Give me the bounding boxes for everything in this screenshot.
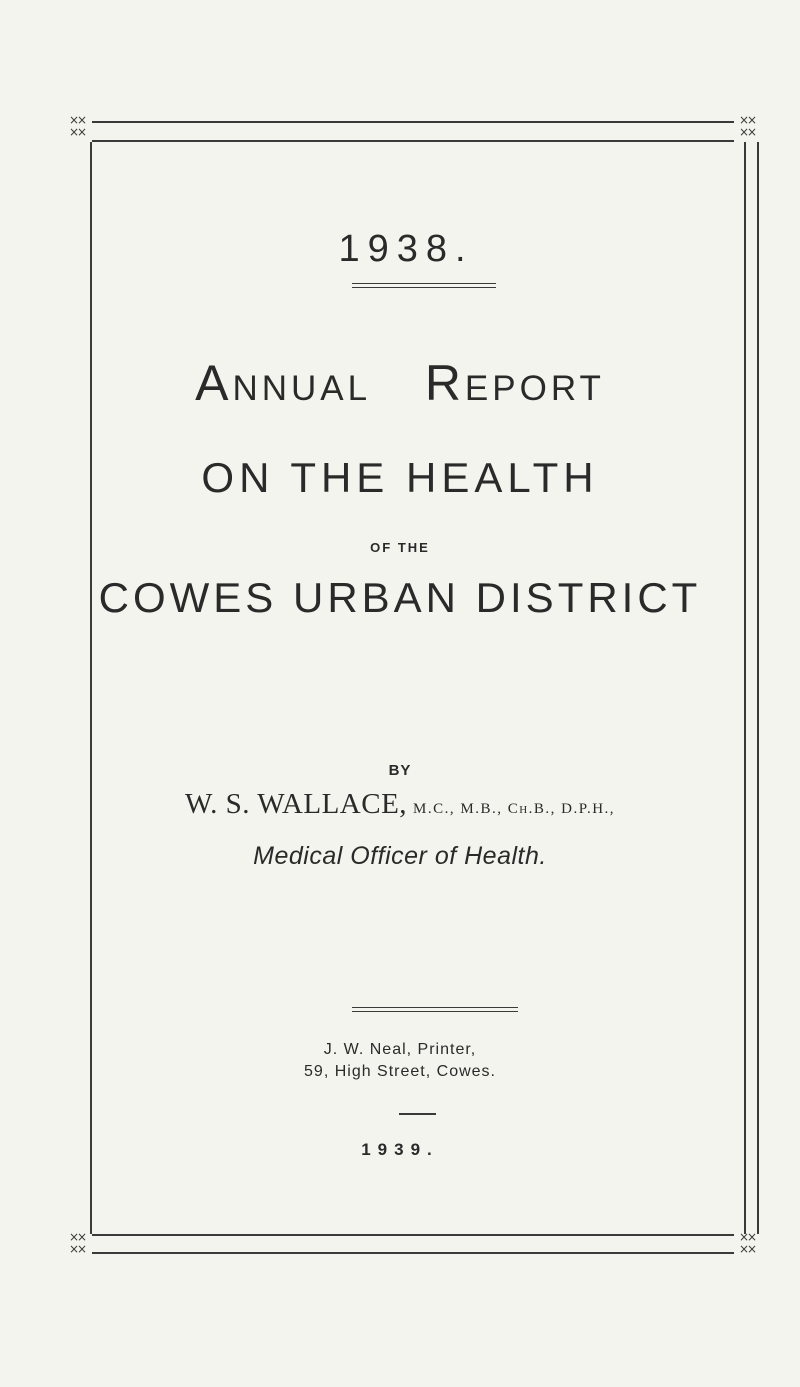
- year-double-rule: [352, 283, 496, 288]
- title-word-report: Report: [424, 355, 605, 411]
- bottom-rule-outer: [92, 1234, 734, 1236]
- of-the-label: OF THE: [370, 540, 430, 555]
- corner-ornament-bottom-left: ×× ××: [68, 1230, 86, 1256]
- printer-line-2: 59, High Street, Cowes.: [304, 1063, 496, 1080]
- district-name: COWES URBAN DISTRICT: [98, 574, 702, 621]
- by-label: BY: [388, 762, 412, 779]
- printer-double-rule: [352, 1007, 518, 1012]
- title-word-annual: Annual: [195, 355, 372, 411]
- top-rule-outer: [92, 121, 734, 123]
- author-line: [0, 788, 800, 821]
- short-divider: [399, 1113, 436, 1115]
- printer-block: [0, 1039, 800, 1083]
- author-office: Medical Officer of Health.: [253, 842, 547, 870]
- author-name: W. S. WALLACE,: [184, 788, 408, 820]
- printer-line-1: J. W. Neal, Printer,: [323, 1041, 477, 1058]
- bottom-rule-inner: [92, 1252, 734, 1254]
- report-subtitle: ON THE HEALTH: [201, 454, 599, 501]
- corner-ornament-top-left: ×× ××: [68, 113, 86, 139]
- printing-year: 1939.: [361, 1140, 439, 1159]
- corner-ornament-bottom-right: ×× ××: [738, 1230, 756, 1256]
- top-rule-inner: [92, 140, 734, 142]
- corner-ornament-top-right: ×× ××: [738, 113, 756, 139]
- report-year: 1938.: [338, 228, 474, 270]
- author-qualifications: M.C., M.B., Ch.B., D.P.H.,: [413, 801, 616, 817]
- report-title: [0, 355, 800, 411]
